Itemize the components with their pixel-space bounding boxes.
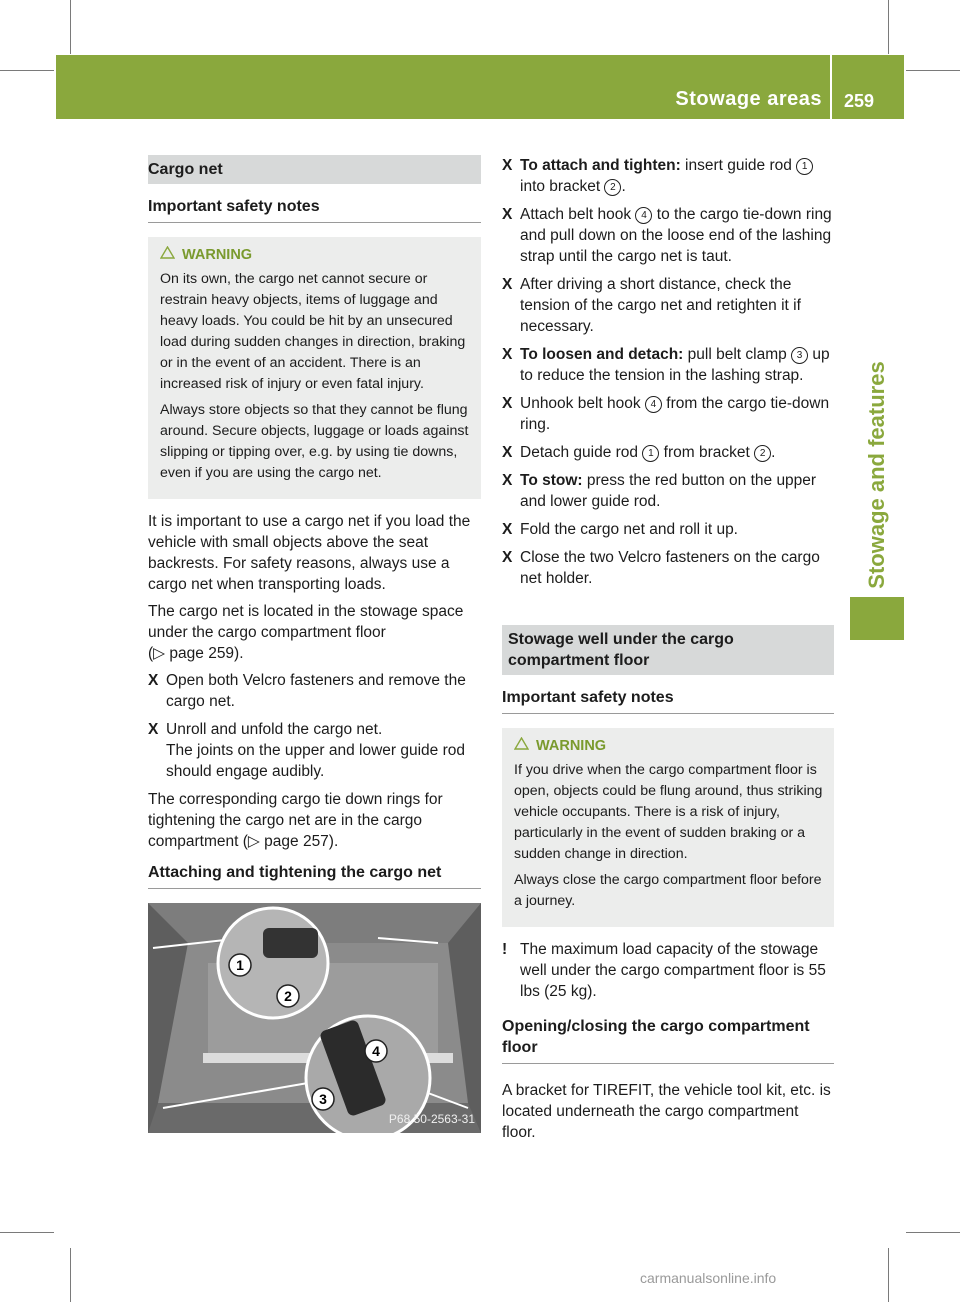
list-item (502, 519, 834, 540)
list-item-text: Unroll and unfold the cargo net. (166, 721, 383, 738)
watermark: carmanualsonline.info (640, 1270, 777, 1286)
attach-heading: Attaching and tightening the cargo net (148, 862, 481, 889)
warning-text: If you drive when the cargo compartment floor is open, objects could be flung around, thus striking vehicle occupants. There is a risk of injury, particularly in the event of sudden braking or a sudden change in direction. (514, 762, 823, 862)
list-item-text: Open both Velcro fasteners and remove the cargo net. (166, 672, 466, 710)
warning-title-text: WARNING (182, 247, 253, 263)
list-item (148, 670, 481, 712)
step-text: up to reduce the tension in the lashing strap. (520, 346, 830, 384)
paragraph: A bracket for TIREFIT, the vehicle tool kit, etc. is located underneath the cargo compartment floor. (502, 1082, 831, 1141)
crop-mark (906, 1232, 960, 1233)
step-text: Close the two Velcro fasteners on the cargo net holder. (520, 549, 820, 587)
list-item (502, 442, 834, 463)
warning-triangle-icon (160, 245, 176, 266)
paragraph-text: The corresponding cargo tie down rings for tightening the cargo net are in the cargo compartment ( (148, 791, 443, 850)
callout-1-icon: 1 (796, 158, 813, 175)
right-column (502, 155, 834, 1149)
list-item (502, 393, 834, 435)
exclamation-icon: ! (502, 941, 508, 958)
step-marker-icon: X (502, 549, 513, 566)
open-close-heading: Opening/closing the cargo compartment floor (502, 1016, 834, 1064)
callout-2-icon: 2 (604, 179, 621, 196)
list-item (502, 547, 834, 589)
step-marker-icon: X (148, 721, 159, 738)
step-text: to the cargo tie-down ring and pull down on the loose end of the lashing strap until the cargo net is taut. (520, 206, 832, 265)
step-label: To stow: (520, 472, 583, 489)
step-marker-icon: X (502, 395, 513, 412)
paragraph-text: The cargo net is located in the stowage space under the cargo compartment floor (148, 603, 464, 641)
list-item (148, 719, 481, 782)
list-item (502, 470, 834, 512)
step-marker-icon: X (502, 521, 513, 538)
cargo-net-figure (148, 903, 481, 1133)
section-heading-text: Cargo net (148, 161, 223, 178)
left-column (148, 155, 481, 1133)
paragraph (148, 789, 481, 852)
warning-text: Always store objects so that they cannot be flung around. Secure objects, luggage or loads against slipping or tipping over, e.g. by using tie downs, even if you are using the cargo net. (160, 402, 469, 481)
step-text: After driving a short distance, check the tension of the cargo net and retighten it if necessary. (520, 276, 801, 335)
list-item (502, 204, 834, 267)
crop-mark (0, 1232, 54, 1233)
warning-box (148, 237, 481, 499)
step-text: pull belt clamp (683, 346, 792, 363)
figure-id: P68.50-2563-31 (388, 1112, 475, 1126)
page-reference-link[interactable]: page 257). (264, 833, 339, 850)
step-marker-icon: X (502, 472, 513, 489)
step-marker-icon: X (148, 672, 159, 689)
step-label: To attach and tighten: (520, 157, 681, 174)
step-marker-icon: X (502, 346, 513, 363)
step-text: from the cargo tie-down ring. (520, 395, 830, 433)
crop-mark (888, 0, 889, 54)
list-item (502, 155, 834, 197)
paragraph: It is important to use a cargo net if you load the vehicle with small objects above the seat backrests. For safety reasons, always use a cargo net when transporting loads. (148, 513, 471, 593)
list-item-note: The joints on the upper and lower guide rod should engage audibly. (166, 742, 466, 780)
step-text: Unhook belt hook (520, 395, 645, 412)
step-text: Attach belt hook (520, 206, 636, 223)
page-ref-arrow-icon: ▷ (153, 645, 166, 662)
paragraph: The cargo net is located in the stowage space under the cargo compartment floor (▷ page 259). (148, 603, 464, 662)
notice (502, 939, 834, 1002)
warning-title (514, 736, 824, 757)
warning-triangle-icon (514, 736, 530, 757)
crop-mark (0, 70, 54, 71)
cargo-net-illustration (148, 903, 481, 1133)
step-text: . (771, 444, 776, 461)
step-text: press the red button on the upper and lower guide rod. (520, 472, 817, 510)
callout-4: 4 (372, 1043, 380, 1059)
step-text: Detach guide rod (520, 444, 643, 461)
page-reference-link[interactable]: page 259). (169, 645, 244, 662)
warning-title-text: WARNING (536, 738, 607, 754)
header-divider (830, 55, 832, 119)
warning-title (160, 245, 471, 266)
side-tab-label: Stowage and features (864, 361, 889, 589)
page-number: 259 (844, 91, 875, 111)
crop-mark (70, 0, 71, 54)
page-ref-arrow-icon: ▷ (247, 833, 260, 850)
callout-4-icon: 4 (635, 207, 652, 224)
callout-4-icon: 4 (645, 396, 662, 413)
step-label: To loosen and detach: (520, 346, 684, 363)
callout-3: 3 (319, 1091, 327, 1107)
section-heading (502, 625, 834, 675)
callout-2: 2 (284, 988, 292, 1004)
warning-text: Always close the cargo compartment floor before a journey. (514, 872, 822, 909)
safety-notes-heading: Important safety notes (502, 687, 834, 714)
safety-notes-heading: Important safety notes (148, 196, 481, 223)
page-title: Stowage areas (675, 88, 822, 110)
list-item (502, 274, 834, 337)
step-marker-icon: X (502, 206, 513, 223)
step-marker-icon: X (502, 276, 513, 293)
warning-text: On its own, the cargo net cannot secure or restrain heavy objects, items of luggage and heavy loads. You could be hit by an unsecured load during sudden changes in direction, braking or in the event of an accident. There is an increased risk of injury or even fatal injury. (160, 271, 466, 392)
section-heading-text: Stowage well under the cargo compartment floor (508, 631, 734, 669)
crop-mark (70, 1248, 71, 1302)
list-item (502, 344, 834, 386)
step-text: insert guide rod (680, 157, 797, 174)
callout-2-icon: 2 (754, 445, 771, 462)
step-text: from bracket (659, 444, 755, 461)
warning-box (502, 728, 834, 927)
section-heading (148, 155, 481, 184)
callout-1: 1 (236, 957, 244, 973)
step-text: Fold the cargo net and roll it up. (520, 521, 738, 538)
step-marker-icon: X (502, 157, 513, 174)
crop-mark (888, 1248, 889, 1302)
crop-mark (906, 70, 960, 71)
step-text: . (621, 178, 626, 195)
callout-3-icon: 3 (791, 347, 808, 364)
notice-text: The maximum load capacity of the stowage well under the cargo compartment floor is 55 lbs (25 kg). (520, 941, 826, 1000)
chapter-marker (850, 597, 904, 640)
step-text: into bracket (520, 178, 605, 195)
step-marker-icon: X (502, 444, 513, 461)
callout-1-icon: 1 (642, 445, 659, 462)
